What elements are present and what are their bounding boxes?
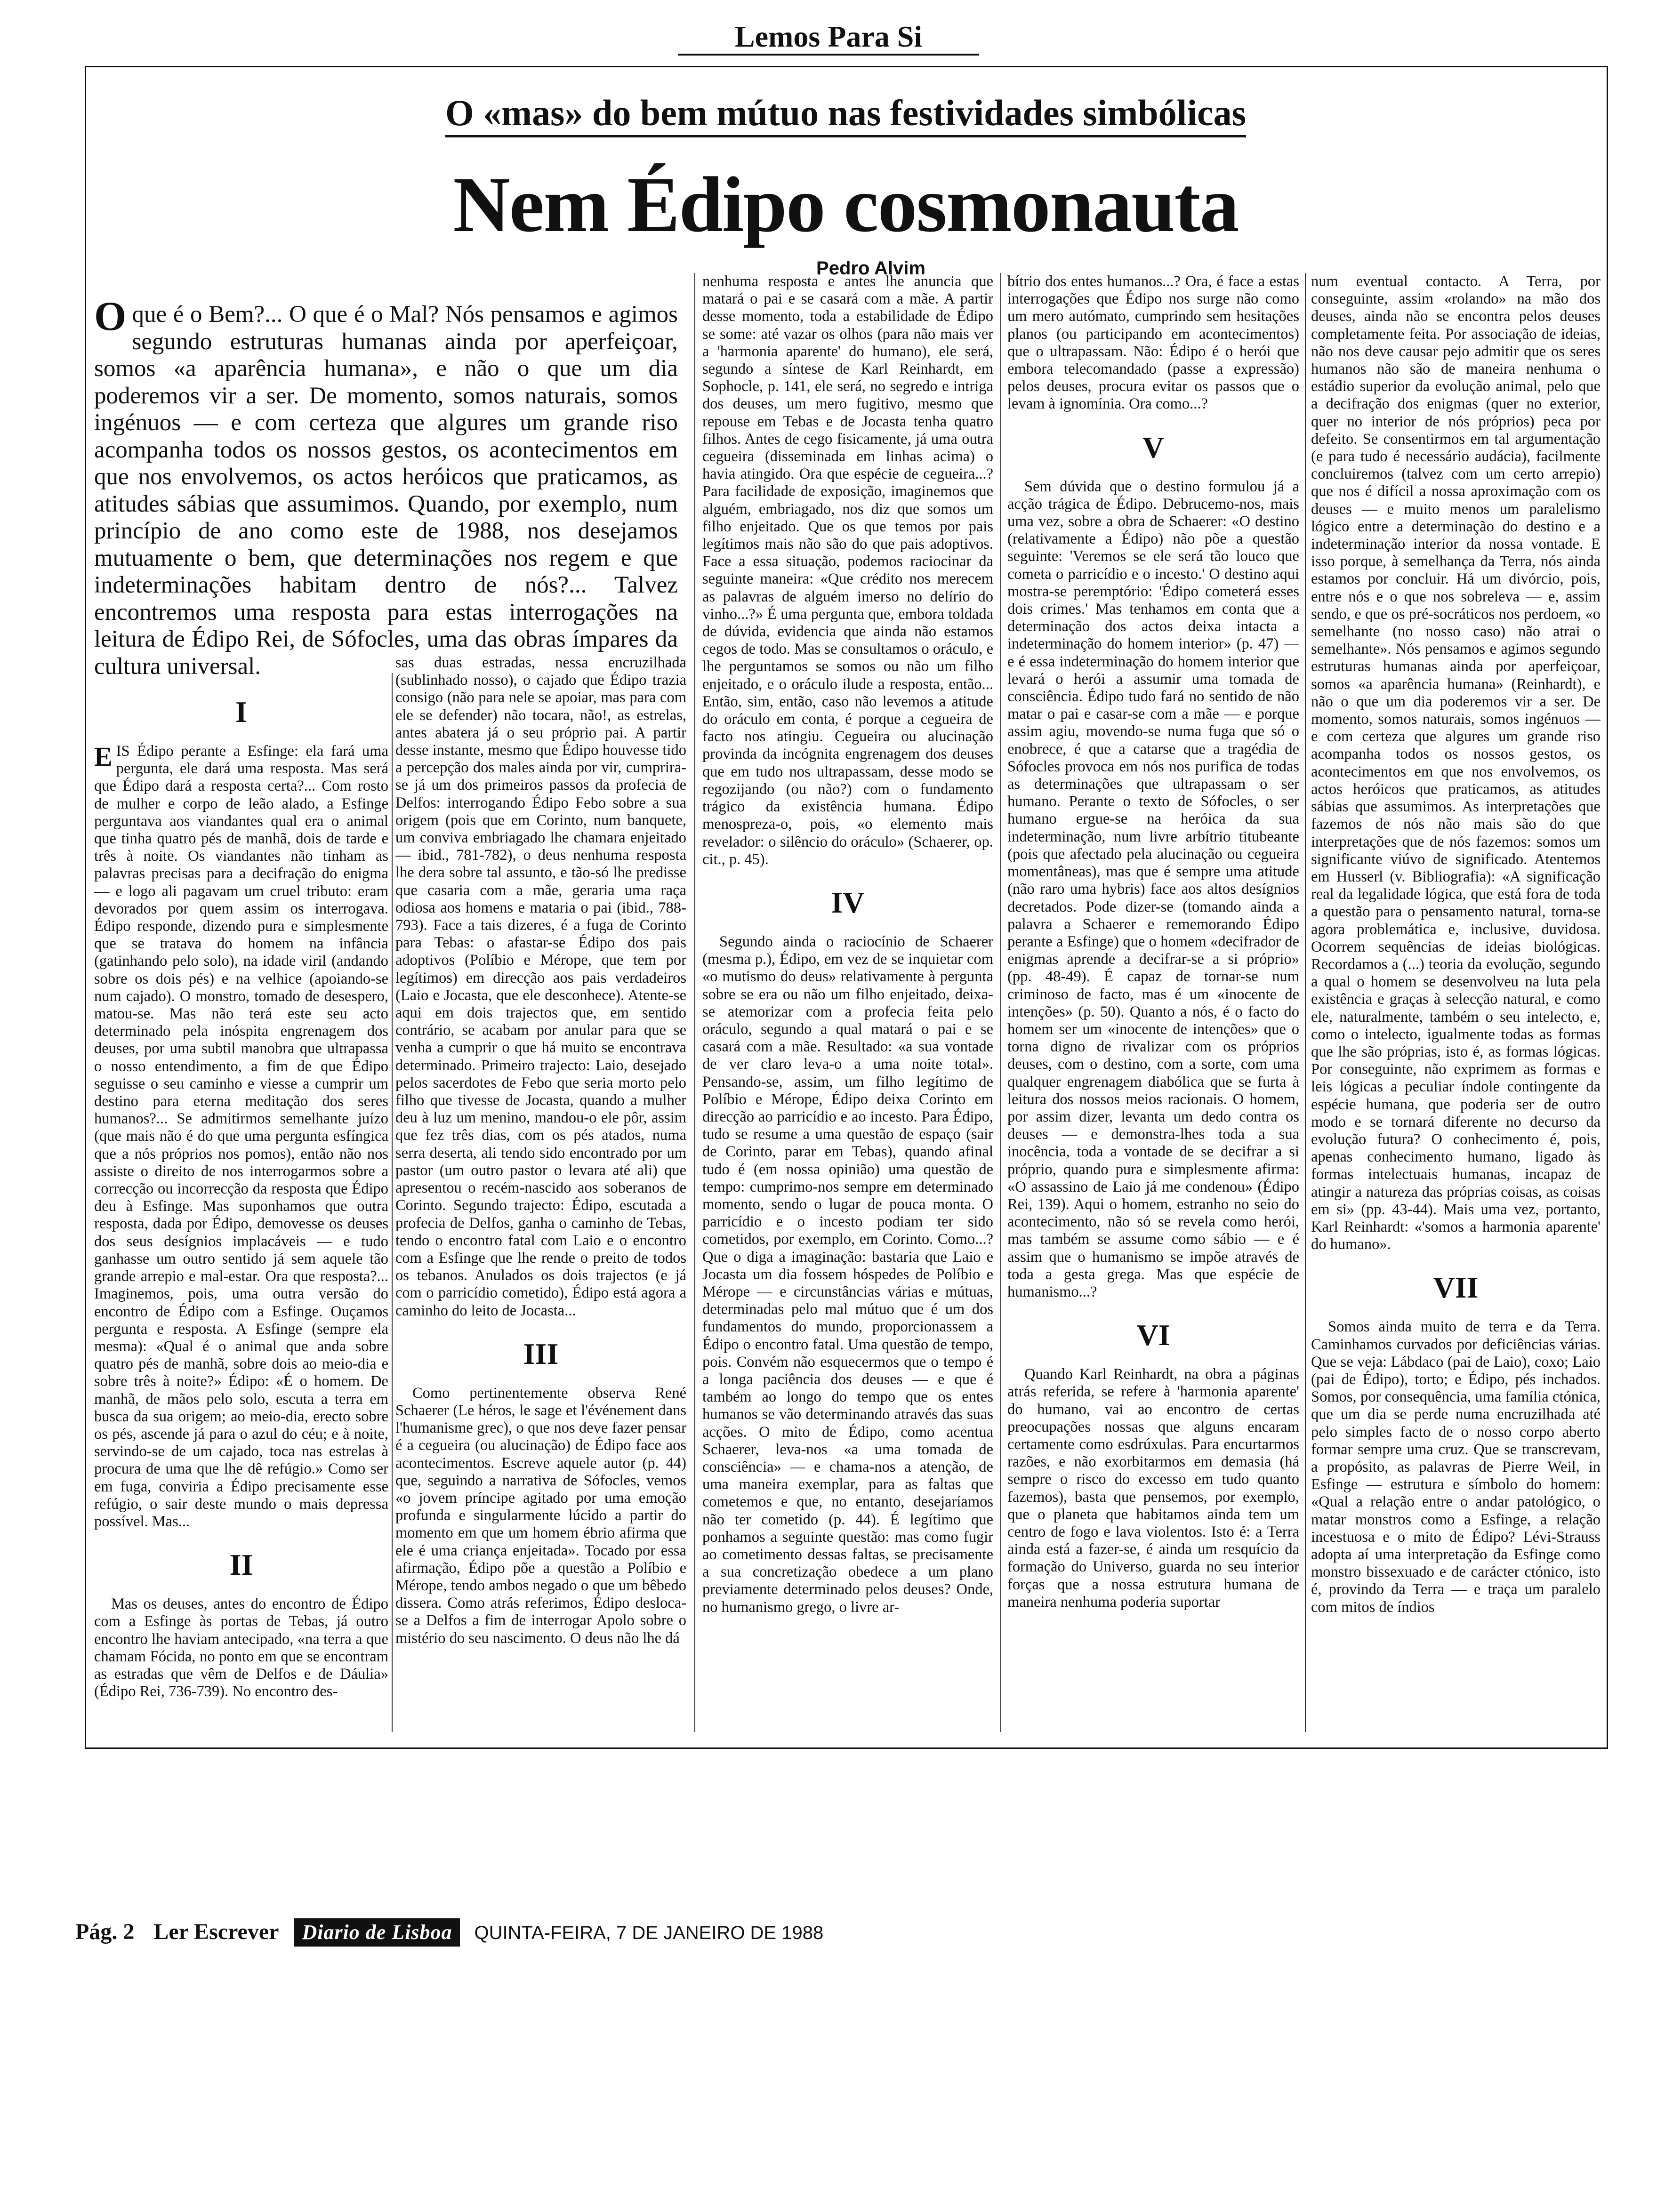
- section-header-rule: [678, 54, 979, 56]
- column-3: [702, 273, 993, 1737]
- byline: Pedro Alvim: [816, 258, 925, 279]
- page-number: Pág. 2: [75, 1919, 135, 1944]
- column-1: [94, 678, 388, 1737]
- column-rule: [1000, 273, 1001, 1732]
- lead-text: que é o Bem?... O que é o Mal? Nós pensamos e agimos segundo estruturas humanas ainda por aperfeiçoar, somos «a aparência humana», e não o que um dia poderemos vir a ser. De momento, somos naturais, somos ingénuos — e com certeza que algures um grande riso acompanha todos os nossos gestos, os acontecimentos em que nos envolvemos, os actos heróicos que praticamos, as atitudes sábias que assumimos. Quando, por exemplo, num princípio de ano como este de 1988, nos desejamos mutuamente o bem, que determinações nos regem e que indeterminações habitam dentro de nós?... Talvez encontremos uma resposta para estas interrogações na leitura de Édipo Rei, de Sófocles, uma das obras ímpares da cultura universal.: [94, 301, 678, 680]
- issue-date: QUINTA-FEIRA, 7 DE JANEIRO DE 1988: [474, 1923, 824, 1943]
- body-paragraph: Quando Karl Reinhardt, na obra a páginas atrás referida, se refere à 'harmonia aparente' do humano, vai ao encontro de certas preocupações nossas que alguns encaram certamente como esdrúxulas. Para encurtarmos razões, e não exorbitarmos em demasia (há sempre o risco do excesso em tudo quanto fazemos), basta que pensemos, por exemplo, que o planeta que habitamos ainda tem um centro de fogo e lava violentos. Isto é: a Terra ainda está a fazer-se, é ainda um resquício da formação do Universo, guarda no seu interior forças que a nossa estrutura humana de maneira nenhuma poderia suportar: [1007, 1366, 1299, 1611]
- body-paragraph: Como pertinentemente observa René Schaerer (Le héros, le sage et l'événement dans l'humanisme grec), o que nos deve fazer pensar é a cegueira (ou alucinação) de Édipo face aos acontecimentos. Escreve aquele autor (p. 44) que, seguindo a narrativa de Sófocles, vemos «o jovem príncipe agitado por uma emoção profunda e singularmente lúcido a partir do momento em que um homem ébrio afirma que ele é uma criança enjeitada». Tocado por essa afirmação, Édipo põe a questão a Políbio e Mérope, tendo ambos negado o que um bêbedo dissera. Como atrás referimos, Édipo desloca-se a Delfos a fim de interrogar Apolo sobre o mistério do seu nascimento. O deus não lhe dá: [395, 1384, 686, 1647]
- newspaper-masthead: Diario de Lisboa: [294, 1918, 459, 1947]
- column-rule: [1305, 273, 1306, 1732]
- column-4: [1007, 273, 1299, 1737]
- headline: Nem Édipo cosmonauta: [453, 161, 1239, 248]
- section-numeral: V: [1142, 430, 1165, 464]
- kicker: [85, 92, 1607, 134]
- section-numeral: VII: [1433, 1271, 1479, 1305]
- column-rule: [392, 673, 393, 1732]
- body-paragraph: sas duas estradas, nessa encruzilhada (sublinhado nosso), o cajado que Édipo trazia consigo (não para nele se apoiar, mas para com ele se defender) não tocara, não!, as estrelas, antes abatera já o seu próprio pai. A partir desse instante, mesmo que Édipo houvesse tido a percepção dos males ainda por vir, cumprira-se já um dos primeiros passos da profecia de Delfos: interrogando Édipo Febo sobre a sua origem (pois que em Corinto, num banquete, um conviva embriagado lhe chamara enjeitado — ibid., 781-782), o deus nenhuma resposta lhe dera sobre tal assunto, e tão-só lhe predisse que casaria com a mãe, geraria uma raça odiosa aos homens e mataria o pai (ibid., 788-793). Face a tais dizeres, é a fuga de Corinto para Tebas: o afastar-se Édipo dos pais adoptivos (Políbio e Mérope, que tem por legítimos) em direcção aos pais verdadeiros (Laio e Jocasta, que ele desconhece). Atente-se aqui em dois trajectos que, em sentido contrário, se acabam por anular para que se venha a cumprir o que há muito se encontrava determinado. Primeiro trajecto: Laio, desejado pelos sacerdotes de Febo que seria morto pelo filho que tivesse de Jocasta, quando a mulher deu à luz um menino, mandou-o ele pôr, assim que fez três dias, com os pés atados, numa serra deserta, ali tendo sido encontrado por um pastor (um outro pastor o levara até ali) que apresentou o recém-nascido aos soberanos de Corinto. Segundo trajecto: Édipo, escutada a profecia de Delfos, ganha o caminho de Tebas, tendo o encontro fatal com Laio e o encontro com a Esfinge que lhe rende o preito de todos os tebanos. Anulados os dois trajectos (e já com o parricídio cometido), Édipo está agora a caminho do leito de Jocasta...: [395, 654, 686, 1319]
- body-paragraph: num eventual contacto. A Terra, por conseguinte, assim «rolando» na mão dos deuses, ainda não se encontra pelos deuses completamente feita. Por associação de ideias, não nos deve causar pejo admitir que os seres humanos não são de maneira nenhuma o estádio superior da evolução animal, pelo que a decifração dos enigmas (quer no exterior, quer no interior de nós próprios) peca por defeito. Se consentirmos em tal argumentação (e para tudo é necessário audácia), facilmente concluiremos (talvez com um certo arrepio) que nos é difícil a nossa aproximação com os deuses — e muito menos um paralelismo lógico entre a determinação do destino e a indeterminação interior da nossa vontade. E isso porque, à semelhança da Terra, nós ainda estamos por concluir. Há um divórcio, pois, entre nós e o que nos sobreleva — e, assim sendo, e que os pré-socráticos nos perdoem, «o semelhante (no nosso caso) não atrai o semelhante». Nós pensamos e agimos segundo estruturas humanas ainda por aperfeiçoar, somos «a aparência humana» (Reinhardt), e não o que um dia poderemos vir a ser. De momento, somos naturais, somos ingénuos — e com certeza que algures um grande riso acompanha todos os nossos gestos, os acontecimentos em que nos envolvemos, os actos heróicos que praticamos, as atitudes sábias que assumimos. As interpretações que fazemos de nós não mais são do que interpretações que de nós fazemos: somos um significante viúvo de significado. Atentemos em Husserl (v. Bibliografia): «A significação real da legalidade lógica, que está fora de toda a questão para o pensamento natural, torna-se agora problemática e, inclusive, duvidosa. Ocorrem sequências de ideias biológicas. Recordamos a (...) teoria da evolução, segundo a qual o homem se desenvolveu na luta pela existência e graças à selecção natural, e como ele, naturalmente, também o seu intelecto, e, como o intelecto, igualmente todas as formas que lhe são próprias, isto é, as formas lógicas. Por conseguinte, não exprimem as formas e leis lógicas a peculiar índole contingente da espécie humana, que poderia ser de outro modo e se tornará diferente no decurso da evolução futura? O conhecimento é, pois, apenas conhecimento humano, ligado às formas intelectuais humanas, incapaz de atingir a natureza das próprias coisas, as coisas em si» (pp. 43-44). Mais uma vez, portanto, Karl Reinhardt: «'somos a harmonia aparente' do humano».: [1311, 273, 1601, 1253]
- section-numeral: II: [229, 1548, 253, 1582]
- footer-section: Ler Escrever: [153, 1919, 279, 1944]
- body-paragraph: Mas os deuses, antes do encontro de Édipo com a Esfinge às portas de Tebas, já outro encontro lhe haviam antecipado, «na terra a que chamam Fócida, no ponto em que se encontram as estradas que vêm de Delfos e de Dáulia» (Édipo Rei, 736-739). No encontro des-: [94, 1595, 388, 1700]
- body-paragraph: Segundo ainda o raciocínio de Schaerer (mesma p.), Édipo, em vez de se inquietar com «o mutismo do deus» relativamente à pergunta sobre se era ou não um filho enjeitado, deixa-se atemorizar com a profecia feita pelo oráculo, segundo a qual matará o pai e se casará com a mãe. Resultado: «a sua vontade de ver claro leva-o a uma noite total». Pensando-se, assim, um filho legítimo de Políbio e Mérope, Édipo deixa Corinto em direcção ao parricídio e ao incesto. Para Édipo, tudo se resume a uma questão de espaço (sair de Corinto, parar em Tebas), quando afinal tudo é (em nossa opinião) uma questão de tempo: cumprimo-nos sempre em determinado momento, sendo o lugar de pouca monta. O parricídio e o incesto podiam ter sido cometidos, por exemplo, em Corinto. Como...? Que o diga a imaginação: bastaria que Laio e Jocasta um dia fossem hóspedes de Políbio e Mérope — e circunstâncias várias e mútuas, determinadas pelo mal mútuo que é um dos fundamentos do mundo, proporcionassem a Édipo o encontro fatal. Uma questão de tempo, pois. Convém não esquecermos que o tempo é a longa paciência dos deuses — e que é também ao longo do tempo que os entes humanos se vão determinando através das suas acções. O mito de Édipo, como acentua Schaerer, leva-nos «a uma tomada de consciência» — e chama-nos a atenção, de uma maneira exemplar, para as faltas que cometemos e que, no entanto, desejaríamos não ter cometido (p. 44). É legítimo que ponhamos a seguinte questão: mas como fugir ao cometimento dessas faltas, se precisamente a sua concretização obedece a um plano previamente determinado pelos deuses? Onde, no humanismo grego, o livre ar-: [702, 933, 993, 1616]
- lead-paragraph: [94, 294, 678, 680]
- section-header: [678, 19, 979, 56]
- column-rule: [694, 273, 695, 1732]
- section-header-text: Lemos Para Si: [734, 20, 923, 53]
- body-paragraph: nenhuma resposta e antes lhe anuncia que matará o pai e se casará com a mãe. A partir desse momento, toda a estabilidade de Édipo se some: até vazar os olhos (para não mais ver a 'harmonia aparente' do humano), ele será, segundo a síntese de Karl Reinhardt, em Sophocle, p. 141, ele será, no segredo e intriga dos deuses, um mero fugitivo, mesmo que repouse em Tebas e de Jocasta tenha quatro filhos. Antes de cego fisicamente, já uma outra cegueira (disseminada em linhas acima) o havia atingido. Ora que espécie de cegueira...? Para facilidade de exposição, imaginemos que alguém, embriagado, nos diz que somos um filho enjeitado. Que os que temos por pais legítimos mais não são do que pais adoptivos. Face a essa situação, podemos raciocinar da seguinte maneira: «Que crédito nos merecem as palavras de alguém imerso no delírio do vinho...?» É uma pergunta que, embora toldada de dúvida, evidencia que ainda não estamos cegos de todo. Mas se consultamos o oráculo, e lhe perguntamos se somos ou não um filho enjeitado, e o oráculo ilude a resposta, então... Então, sim, então, caso não levemos a atitude do oráculo em conta, é porque a cegueira de facto nos atingiu. Cegueira ou alucinação provinda da incógnita engrenagem dos deuses que em tudo nos ultrapassam, desse modo se regozijando (ou não?) com o fundamento trágico da existência humana. Édipo menospreza-o, pois, «o elemento mais revelador: o silêncio do oráculo» (Schaerer, op. cit., p. 45).: [702, 273, 993, 868]
- lead-dropcap: O: [94, 294, 127, 339]
- section-dropcap: E: [94, 741, 113, 772]
- body-paragraph: [94, 743, 388, 1531]
- page-footer: [75, 1918, 1205, 1951]
- kicker-text: O «mas» do bem mútuo nas festividades simbólicas: [445, 92, 1246, 137]
- column-5: [1311, 273, 1601, 1737]
- section-numeral: III: [523, 1337, 559, 1370]
- body-text: IS Édipo perante a Esfinge: ela fará uma pergunta, ele dará uma resposta. Mas será que Édipo dará a resposta certa?... Com rosto de mulher e corpo de leão alado, a Esfinge perguntava aos viandantes qual era o animal que tinha quatro pés de manhã, dois de tarde e três à noite. Os viandantes não tinham as palavras precisas para a decifração do enigma — e logo ali pagavam um cruel tributo: eram devorados por quem assim os interrogava. Édipo responde, dizendo pura e simplesmente que se tratava do homem na infância (gatinhando pelo solo), na idade viril (andando sobre os dois pés) e na velhice (apoiando-se num cajado). O monstro, tomado de desespero, matou-se. Mas não terá este seu acto determinado pela inóspita engrenagem dos deuses, por uma subtil manobra que ultrapassa o nosso entendimento, a fim de que Édipo seguisse o seu caminho e viesse a cumprir um destino para eterna meditação dos seres humanos?... Se admitirmos semelhante juízo (que mais não é do que uma pergunta esfíngica que a nós próprios nos pomos), então não nos assiste o direito de nos interrogarmos sobre a correcção ou incorrecção da resposta que Édipo deu à Esfinge. Mas suponhamos que outra resposta, dada por Édipo, demovesse os deuses dos seus desígnios implacáveis — e tudo ganhasse um outro sentido já sem aquele tão grande arrepio e mal-estar. Ora que resposta?... Imaginemos, pois, uma outra versão do encontro de Édipo com a Esfinge. Ouçamos pergunta e resposta. A Esfinge (sempre ela mesma): «Qual é o animal que anda sobre quatro pés de manhã, sobre dois ao meio-dia e sobre três à noite?» Édipo: «É o homem. De manhã, de mãos pelo solo, escuta a terra em busca da sua origem; ao meio-dia, erecto sobre os pés, ascende já para o azul do céu; e à noite, servindo-se de um cajado, toca nas estrelas à procura de uma que lhe dê refúgio.» Como ser em fuga, conviria a Édipo precisamente esse refúgio, o sair deste mundo o mais depressa possível. Mas...: [94, 743, 388, 1530]
- section-numeral: I: [235, 695, 247, 729]
- section-numeral: VI: [1136, 1318, 1170, 1352]
- column-2: [395, 654, 686, 1737]
- section-numeral: IV: [831, 885, 865, 919]
- body-paragraph: Somos ainda muito de terra e da Terra. Caminhamos curvados por deficiências várias. Que se veja: Lábdaco (pai de Laio), coxo; Laio (pai de Édipo), torto; e Édipo, pés inchados. Somos, por consequência, uma família ctónica, que um dia se perde numa encruzilhada até pelo simples facto de o nosso corpo aberto formar sempre uma cruz. Que se transcrevam, a propósito, as palavras de Pierre Weil, in Esfinge — estrutura e símbolo do homem: «Qual a relação entre o andar patológico, o matar monstros como a Esfinge, a relação incestuosa e o mito de Édipo? Lévi-Strauss adopta aí uma interpretação da Esfinge como monstro bissexuado e de carácter ctónico, isto é, provindo da Terra — e traça um paralelo com mitos de índios: [1311, 1318, 1601, 1616]
- body-paragraph: bítrio dos entes humanos...? Ora, é face a estas interrogações que Édipo nos surge não como um mero autómato, cumprindo sem hesitações planos (ou participando em acontecimentos) que o ultrapassam. Não: Édipo é o herói que embora telecomandado (passe a expressão) pelos deuses, procura evitar os passos que o levam à ignomínia. Ora como...?: [1007, 273, 1299, 413]
- body-paragraph: Sem dúvida que o destino formulou já a acção trágica de Édipo. Debrucemo-nos, mais uma vez, sobre a obra de Schaerer: «O destino (relativamente a Édipo) não põe a questão seguinte: 'Veremos se ele será tão louco que cometa o parricídio e o incesto.' O destino aqui mostra-se peremptório: 'Édipo cometerá esses dois crimes.' Mas tenhamos em conta que a determinação dos actos deixa intacta a indeterminação do homem interior» (p. 47) — e é essa indeterminação do homem interior que levará o herói a assumir uma tomada de consciência. Édipo tudo fará no sentido de não matar o pai e casar-se com a mãe — e porque assim agiu, movendo-se numa fuga que só o enobrece, é que a catarse que a tragédia de Sófocles provoca em nós nos purifica de todas as determinações que ultrapassam o ser humano. Perante o texto de Sófocles, o ser humano ergue-se na heróica da sua indeterminação, num livre arbítrio titubeante (pois que afectado pela alucinação ou cegueira momentâneas), mas que é sempre uma atitude (não raro uma hybris) face aos altos desígnios decretados. Pode dizer-se (tomando ainda a palavra a Schaerer e rememorando Édipo perante a Esfinge) que o homem «decifrador de enigmas aprende a decifrar-se a si próprio» (pp. 48-49). É capaz de tornar-se num criminoso de facto, mas é um «inocente de intenções» (p. 50). Quanto a nós, é o facto do homem ser um «inocente de intenções» que o torna digno de rivalizar com os próprios deuses, com o destino, com a sorte, com uma qualquer engrenagem diabólica que se furta à leitura dos nossos meios racionais. O homem, por assim dizer, levanta um dedo contra os deuses — e demonstra-lhes toda a sua inocência, toda a vontade de se decifrar a si próprio, quando pura e simplesmente afirma: «O assassino de Laio já me condenou» (Édipo Rei, 139). Aqui o homem, estranho no seio do acontecimento, não só se revela como herói, mas também se assume como sábio — e é assim que o humanismo se impõe através de toda a gesta grega. Mas que espécie de humanismo...?: [1007, 478, 1299, 1300]
